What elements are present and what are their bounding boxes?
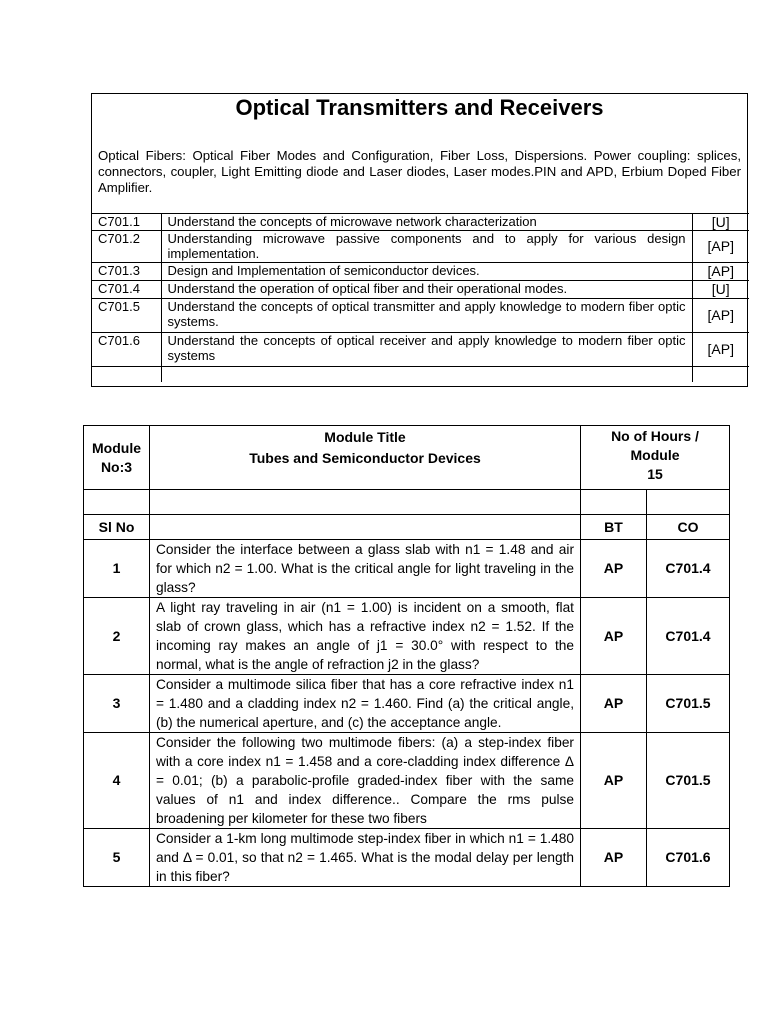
question-text: Consider a multimode silica fiber that has a core refractive index n1 = 1.480 and a cladding index n2 = 1.460. Find (a) the critical angle, (b) the numerical aperture, and (c) the acceptance angle. xyxy=(150,675,581,733)
course-outcomes-table xyxy=(92,213,749,382)
co-level: [U] xyxy=(692,281,749,299)
co-level: [U] xyxy=(692,214,749,231)
column-header-sl-no: Sl No xyxy=(84,515,150,540)
hours-value: 15 xyxy=(647,466,663,482)
co-code: C701.2 xyxy=(92,231,161,263)
table-row xyxy=(92,333,749,367)
outcomes-description: Optical Fibers: Optical Fiber Modes and Configuration, Fiber Loss, Dispersions. Power coupling: splices, connectors, coupler, Light Emitting diode and Laser diodes, Laser modes.PIN and APD, Erbium Doped Fiber Amplifier. xyxy=(98,148,741,195)
module-title-cell xyxy=(150,426,581,490)
empty-row xyxy=(84,490,730,515)
table-row xyxy=(84,829,730,887)
co-description: Understand the concepts of optical transmitter and apply knowledge to modern fiber optic systems. xyxy=(161,299,692,333)
co-code: C701.3 xyxy=(92,263,161,281)
question-text: Consider the interface between a glass slab with n1 = 1.48 and air for which n2 = 1.00. What is the critical angle for light traveling in the glass? xyxy=(150,540,581,598)
column-header-row xyxy=(84,515,730,540)
co-code: C701.5 xyxy=(92,299,161,333)
question-co: C701.5 xyxy=(647,675,730,733)
table-row xyxy=(92,263,749,281)
co-code: C701.1 xyxy=(92,214,161,231)
co-description: Design and Implementation of semiconductor devices. xyxy=(161,263,692,281)
question-bt: AP xyxy=(581,540,647,598)
table-row xyxy=(84,733,730,829)
outcomes-title: Optical Transmitters and Receivers xyxy=(235,95,604,120)
question-bt: AP xyxy=(581,829,647,887)
module-title: Tubes and Semiconductor Devices xyxy=(249,450,481,466)
question-text: Consider a 1-km long multimode step-index fiber in which n1 = 1.480 and Δ = 0.01, so that n2 = 1.465. What is the modal delay per length in this fiber? xyxy=(150,829,581,887)
question-text: A light ray traveling in air (n1 = 1.00) is incident on a smooth, flat slab of crown glass, which has a refractive index n2 = 1.52. If the incoming ray makes an angle of j1 = 30.0° with respect to the normal, what is the angle of refraction j2 in the glass? xyxy=(150,598,581,675)
module-title-label: Module Title xyxy=(324,429,406,445)
question-number: 1 xyxy=(84,540,150,598)
table-row xyxy=(92,299,749,333)
co-level: [AP] xyxy=(692,263,749,281)
question-co: C701.5 xyxy=(647,733,730,829)
co-description: Understand the concepts of microwave network characterization xyxy=(161,214,692,231)
question-bt: AP xyxy=(581,675,647,733)
co-description: Understand the operation of optical fiber and their operational modes. xyxy=(161,281,692,299)
column-header-bt: BT xyxy=(581,515,647,540)
question-number: 3 xyxy=(84,675,150,733)
module-hours-cell xyxy=(581,426,730,490)
table-row xyxy=(92,231,749,263)
module-table xyxy=(83,425,730,887)
question-co: C701.6 xyxy=(647,829,730,887)
table-row xyxy=(92,281,749,299)
question-number: 4 xyxy=(84,733,150,829)
question-co: C701.4 xyxy=(647,598,730,675)
table-row xyxy=(92,214,749,231)
module-header-row xyxy=(84,426,730,490)
course-outcomes-box xyxy=(91,93,748,387)
empty-row xyxy=(92,367,749,382)
hours-label: No of Hours / xyxy=(611,428,699,444)
question-text: Consider the following two multimode fibers: (a) a step-index fiber with a core index n1 = 1.458 and a core-cladding index difference Δ = 0.01; (b) a parabolic-profile graded-index fiber with the same values of n1 and index difference.. Compare the rms pulse broadening per kilometer for these two fibers xyxy=(150,733,581,829)
question-number: 2 xyxy=(84,598,150,675)
module-number-cell xyxy=(84,426,150,490)
table-row xyxy=(84,540,730,598)
table-row xyxy=(84,598,730,675)
question-bt: AP xyxy=(581,598,647,675)
module-number: No:3 xyxy=(100,458,133,475)
column-header-co: CO xyxy=(647,515,730,540)
table-row xyxy=(84,675,730,733)
question-bt: AP xyxy=(581,733,647,829)
co-level: [AP] xyxy=(692,231,749,263)
question-number: 5 xyxy=(84,829,150,887)
module-label: Module xyxy=(92,439,141,456)
co-level: [AP] xyxy=(692,333,749,367)
co-description: Understand the concepts of optical receiver and apply knowledge to modern fiber optic systems xyxy=(161,333,692,367)
co-level: [AP] xyxy=(692,299,749,333)
co-code: C701.4 xyxy=(92,281,161,299)
co-code: C701.6 xyxy=(92,333,161,367)
co-description: Understanding microwave passive components and to apply for various design implementation. xyxy=(161,231,692,263)
hours-label-module: Module xyxy=(630,447,680,463)
question-co: C701.4 xyxy=(647,540,730,598)
